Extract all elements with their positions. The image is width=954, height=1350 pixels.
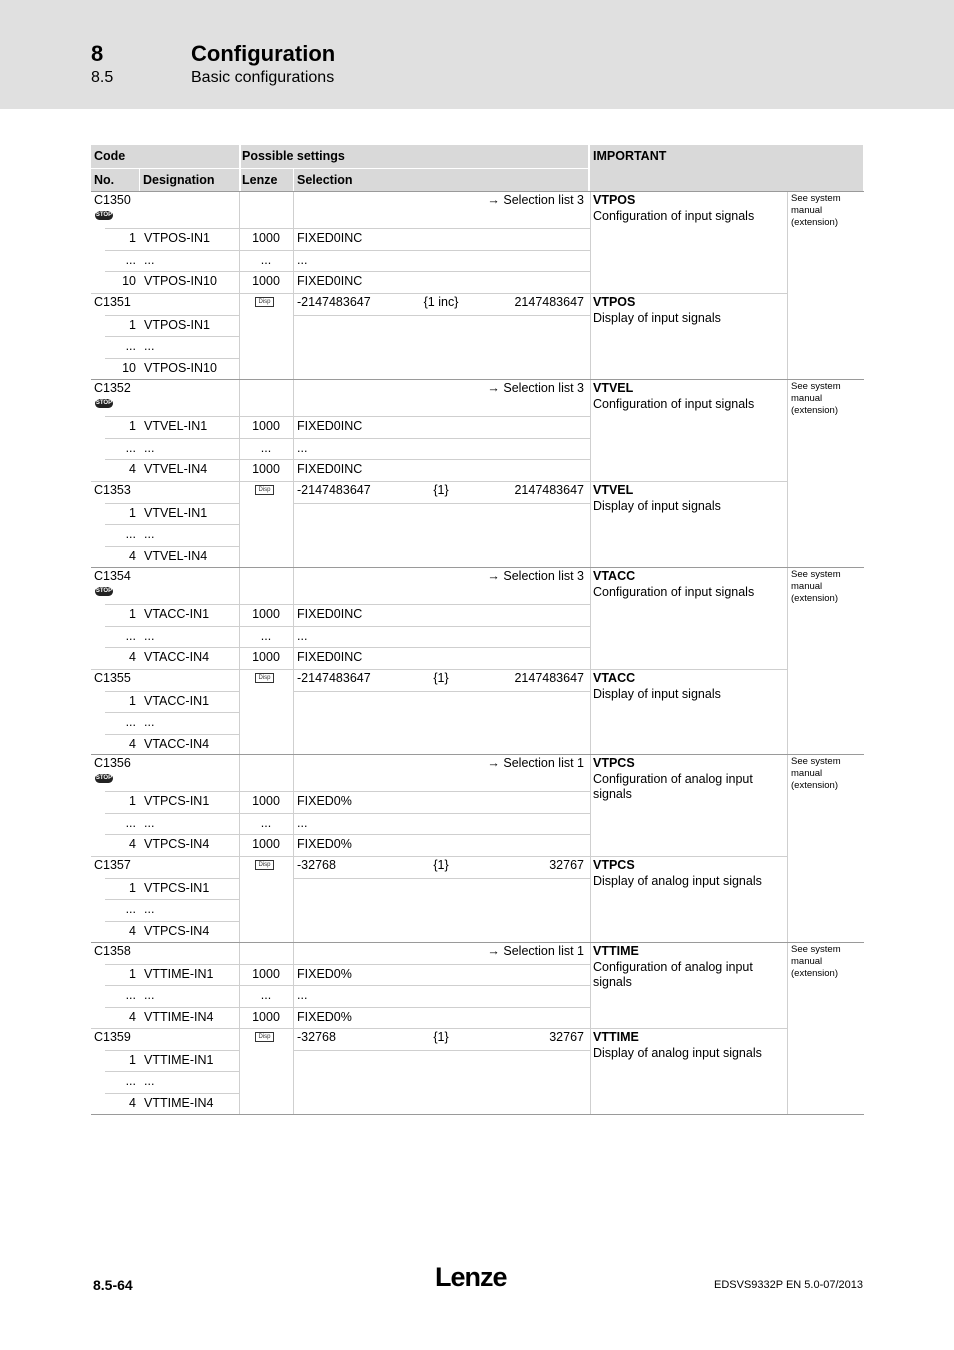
row-number: 4	[129, 462, 136, 476]
row-designation: ...	[144, 440, 155, 455]
row-number: ...	[125, 715, 136, 729]
selection-list-link: → Selection list 3	[487, 569, 584, 583]
important-title: VTPCS	[593, 858, 635, 872]
display-increment: {1 inc}	[423, 295, 459, 309]
important-title: VTPOS	[593, 193, 636, 207]
row-designation: ...	[144, 902, 155, 916]
display-increment: {1}	[433, 1030, 449, 1044]
stop-icon: STOP	[95, 588, 113, 594]
row-number: 4	[129, 1009, 136, 1024]
row-designation: VTPCS-IN1	[144, 794, 210, 808]
see-system-note: See system	[791, 944, 841, 955]
stop-icon: STOP	[95, 212, 113, 218]
important-description: Display of input signals	[593, 687, 721, 701]
row-designation: VTVEL-IN4	[144, 462, 208, 476]
row-number: 1	[129, 1052, 136, 1067]
row-number: ...	[125, 339, 136, 353]
row-lenze-default: ...	[260, 440, 272, 455]
code-number: C1352	[94, 381, 131, 395]
row-selection: FIXED0%	[297, 794, 352, 808]
row-number: ...	[125, 440, 136, 455]
row-selection: FIXED0%	[297, 1009, 352, 1024]
important-description: Display of analog input signals	[593, 1046, 762, 1060]
important-description: Configuration of input signals	[593, 397, 755, 411]
display-min-value: -2147483647	[297, 483, 371, 497]
display-icon: Disp	[255, 860, 274, 870]
header-possible-settings: Possible settings	[239, 145, 590, 168]
row-selection: FIXED0INC	[297, 231, 363, 245]
see-system-note: See system	[791, 381, 841, 392]
row-designation: VTACC-IN1	[144, 693, 210, 708]
row-number: 1	[129, 419, 136, 433]
important-description: Configuration of input signals	[593, 585, 755, 599]
row-lenze-default: ...	[260, 988, 272, 1002]
display-max-value: 2147483647	[514, 483, 584, 497]
row-designation: VTVEL-IN1	[144, 505, 208, 520]
document-reference: EDSVS9332P EN 5.0-07/2013	[713, 1279, 863, 1291]
code-number: C1356	[94, 756, 131, 770]
row-designation: ...	[144, 628, 155, 643]
row-number: 4	[129, 837, 136, 851]
important-description: signals	[593, 787, 632, 801]
row-designation: VTTIME-IN1	[144, 966, 214, 981]
row-number: 1	[129, 966, 136, 981]
code-number: C1353	[94, 483, 131, 497]
header-code: Code	[91, 145, 239, 168]
row-designation: ...	[144, 988, 155, 1002]
row-number: 4	[129, 1095, 136, 1110]
row-number: 4	[129, 736, 136, 751]
important-description: Configuration of input signals	[593, 209, 755, 223]
row-number: ...	[125, 628, 136, 643]
display-icon: Disp	[255, 673, 274, 683]
row-designation: VTACC-IN1	[144, 607, 210, 621]
row-lenze-default: ...	[260, 815, 272, 830]
row-number: 1	[129, 231, 136, 245]
lenze-logo: Lenze	[435, 1262, 507, 1292]
important-title: VTACC	[593, 671, 636, 685]
row-selection: ...	[297, 988, 308, 1002]
chapter-title: Configuration	[191, 41, 336, 66]
stop-icon: STOP	[95, 775, 113, 781]
row-lenze-default: 1000	[252, 837, 280, 851]
row-designation: ...	[144, 1074, 155, 1088]
display-increment: {1}	[433, 483, 449, 497]
display-min-value: -2147483647	[297, 295, 371, 309]
important-description: Configuration of analog input	[593, 960, 753, 974]
chapter-number: 8	[91, 41, 104, 66]
row-number: 1	[129, 693, 136, 708]
code-number: C1355	[94, 671, 131, 685]
row-selection: FIXED0INC	[297, 607, 363, 621]
display-icon: Disp	[255, 1032, 274, 1042]
see-system-note: manual	[791, 956, 823, 967]
row-number: ...	[125, 252, 136, 267]
row-designation: VTPCS-IN1	[144, 880, 210, 895]
row-lenze-default: 1000	[252, 462, 280, 476]
row-selection: FIXED0INC	[297, 274, 363, 288]
row-designation: VTPOS-IN10	[144, 360, 217, 375]
row-number: 1	[129, 794, 136, 808]
row-designation: VTPOS-IN1	[144, 317, 210, 332]
important-title: VTPCS	[593, 756, 635, 770]
see-system-note: manual	[791, 581, 823, 592]
important-title: VTVEL	[593, 381, 634, 395]
display-min-value: -32768	[297, 858, 336, 872]
see-system-note: (extension)	[791, 780, 838, 791]
row-number: 1	[129, 880, 136, 895]
code-number: C1357	[94, 858, 131, 872]
display-max-value: 32767	[549, 1030, 584, 1044]
header-designation: Designation	[140, 169, 239, 191]
row-lenze-default: 1000	[252, 231, 280, 245]
see-system-note: (extension)	[791, 405, 838, 416]
see-system-note: manual	[791, 768, 823, 779]
row-selection: ...	[297, 440, 308, 455]
row-designation: ...	[144, 339, 155, 353]
row-designation: ...	[144, 527, 155, 541]
see-system-note: See system	[791, 756, 841, 767]
important-title: VTVEL	[593, 483, 634, 497]
row-lenze-default: 1000	[252, 419, 280, 433]
row-lenze-default: 1000	[252, 607, 280, 621]
row-designation: VTTIME-IN1	[144, 1052, 214, 1067]
display-min-value: -2147483647	[297, 671, 371, 685]
header-selection: Selection	[294, 169, 590, 191]
row-number: 10	[122, 274, 136, 288]
section-number: 8.5	[91, 69, 114, 86]
section-title: Basic configurations	[191, 69, 335, 86]
row-selection: FIXED0%	[297, 966, 352, 981]
row-lenze-default: 1000	[252, 794, 280, 808]
row-selection: FIXED0INC	[297, 650, 363, 664]
row-selection: ...	[297, 628, 308, 643]
row-number: 4	[129, 923, 136, 938]
row-designation: VTVEL-IN1	[144, 419, 208, 433]
important-description: Display of input signals	[593, 499, 721, 513]
important-title: VTACC	[593, 569, 636, 583]
display-icon: Disp	[255, 297, 274, 307]
selection-list-link: → Selection list 3	[487, 193, 584, 207]
important-title: VTTIME	[593, 1030, 639, 1044]
selection-list-link: → Selection list 3	[487, 381, 584, 395]
row-number: ...	[125, 527, 136, 541]
code-number: C1351	[94, 295, 131, 309]
code-number: C1359	[94, 1030, 131, 1044]
row-number: ...	[125, 1074, 136, 1088]
display-max-value: 32767	[549, 858, 584, 872]
row-designation: VTTIME-IN4	[144, 1009, 214, 1024]
row-lenze-default: 1000	[252, 1009, 280, 1024]
see-system-note: See system	[791, 569, 841, 580]
row-number: 1	[129, 607, 136, 621]
row-selection: FIXED0%	[297, 837, 352, 851]
row-designation: VTTIME-IN4	[144, 1095, 214, 1110]
important-title: VTPOS	[593, 295, 636, 309]
row-designation: ...	[144, 252, 155, 267]
stop-icon: STOP	[95, 400, 113, 406]
row-number: 1	[129, 317, 136, 332]
row-selection: ...	[297, 252, 308, 267]
important-description: Configuration of analog input	[593, 772, 753, 786]
row-number: ...	[125, 902, 136, 916]
page-header	[0, 0, 954, 109]
selection-list-link: → Selection list 1	[487, 944, 584, 958]
display-max-value: 2147483647	[514, 671, 584, 685]
important-title: VTTIME	[593, 944, 639, 958]
row-designation: VTACC-IN4	[144, 736, 210, 751]
row-number: 4	[129, 548, 136, 563]
row-selection: ...	[297, 815, 308, 830]
row-lenze-default: 1000	[252, 966, 280, 981]
header-lenze: Lenze	[239, 169, 293, 191]
row-designation: VTPOS-IN1	[144, 231, 210, 245]
display-increment: {1}	[433, 858, 449, 872]
header-no: No.	[91, 169, 139, 191]
display-min-value: -32768	[297, 1030, 336, 1044]
page-number: 8.5-64	[93, 1277, 133, 1293]
code-number: C1354	[94, 569, 131, 583]
row-lenze-default: 1000	[252, 274, 280, 288]
code-number: C1350	[94, 193, 131, 207]
row-lenze-default: 1000	[252, 650, 280, 664]
important-description: Display of analog input signals	[593, 874, 762, 888]
row-designation: VTACC-IN4	[144, 650, 210, 664]
row-designation: ...	[144, 815, 155, 830]
row-designation: VTPCS-IN4	[144, 923, 210, 938]
row-lenze-default: ...	[260, 628, 272, 643]
see-system-note: (extension)	[791, 968, 838, 979]
row-designation: ...	[144, 715, 155, 729]
row-number: ...	[125, 815, 136, 830]
row-number: 1	[129, 505, 136, 520]
row-designation: VTVEL-IN4	[144, 548, 208, 563]
see-system-note: (extension)	[791, 217, 838, 228]
display-icon: Disp	[255, 485, 274, 495]
row-number: 10	[122, 360, 136, 375]
display-increment: {1}	[433, 671, 449, 685]
see-system-note: manual	[791, 393, 823, 404]
row-selection: FIXED0INC	[297, 419, 363, 433]
code-number: C1358	[94, 944, 131, 958]
row-designation: VTPCS-IN4	[144, 837, 210, 851]
header-important: IMPORTANT	[590, 145, 863, 191]
important-description: signals	[593, 975, 632, 989]
code-table	[91, 145, 864, 1115]
row-selection: FIXED0INC	[297, 462, 363, 476]
row-designation: VTPOS-IN10	[144, 274, 217, 288]
see-system-note: manual	[791, 205, 823, 216]
row-number: 4	[129, 650, 136, 664]
row-lenze-default: ...	[260, 252, 272, 267]
see-system-note: (extension)	[791, 593, 838, 604]
important-description: Display of input signals	[593, 311, 721, 325]
display-max-value: 2147483647	[514, 295, 584, 309]
selection-list-link: → Selection list 1	[487, 756, 584, 770]
see-system-note: See system	[791, 193, 841, 204]
row-number: ...	[125, 988, 136, 1002]
